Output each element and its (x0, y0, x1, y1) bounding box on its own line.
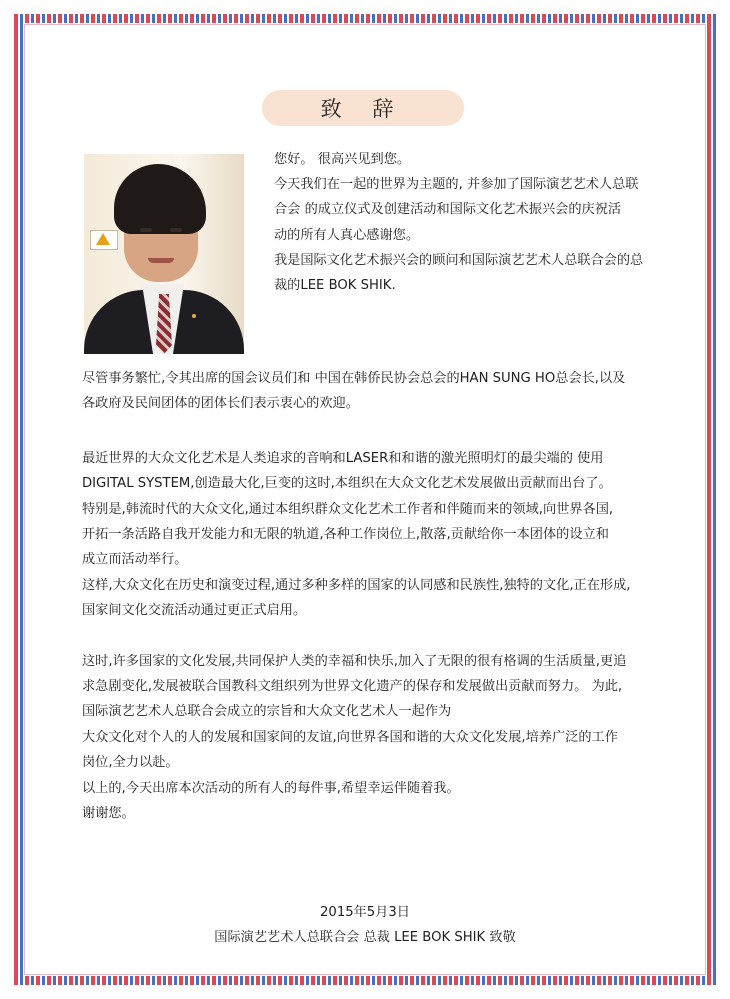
signature-block (0, 900, 730, 950)
text-line: 这样,大众文化在历史和演变过程,通过多种多样的国家的认同感和民族性,独特的文化,正在形成, (82, 577, 631, 593)
text-line: 谢谢您。 (82, 806, 135, 822)
text-line: 开拓一条活路自我开发能力和无限的轨道,各种工作岗位上,散落,贡献给你一本团体的设立和 (82, 527, 609, 543)
text-line: 合会 的成立仪式及创建活动和国际文化艺术振兴会的庆祝活 (274, 202, 622, 218)
portrait-photo (84, 154, 244, 354)
text-line: 求急剧变化,发展被联合国教科文组织列为世界文化遗产的保存和发展做出贡献而努力。 为此, (82, 679, 623, 695)
letter-body (82, 366, 694, 827)
text-line: 动的所有人真心感谢您。 (274, 227, 420, 243)
text-line: 您好。 很高兴见到您。 (274, 152, 411, 167)
text-line: 国际演艺艺术人总联合会成立的宗旨和大众文化艺术人一起作为 (82, 704, 452, 720)
date-line: 2015年5月3日 (320, 905, 410, 920)
text-line: 大众文化对个人的人的发展和国家间的友谊,向世界各国和谐的大众文化发展,培养广泛的工作 (82, 729, 618, 745)
warning-sign-icon (90, 230, 118, 250)
text-line: 各政府及民间团体的团体长们表示衷心的欢迎。 (82, 396, 359, 412)
text-line: 尽管事务繁忙,令其出席的国会议员们和 中国在韩侨民协会总会的HAN SUNG HO总会长,以及 (82, 371, 626, 386)
text-line: 成立而活动举行。 (82, 552, 188, 568)
signature-line: 国际演艺艺术人总联合会 总裁 LEE BOK SHIK 致敬 (214, 930, 516, 945)
text-line: 最近世界的大众文化艺术是人类追求的音响和LASER和和谐的激光照明灯的最尖端的 使用 (82, 450, 604, 466)
text-line: 以上的,今天出席本次活动的所有人的每件事,希望幸运伴随着我。 (82, 780, 460, 796)
text-line: 这时,许多国家的文化发展,共同保护人类的幸福和快乐,加入了无限的很有格调的生活质量,更追 (82, 653, 627, 669)
text-line: 我是国际文化艺术振兴会的顾问和国际演艺艺术人总联合会的总 (274, 252, 644, 268)
text-line: 特别是,韩流时代的大众文化,通过本组织群众文化艺术工作者和伴随而来的领域,向世界各国, (82, 501, 614, 517)
text-line: 今天我们在一起的世界为主题的, 并参加了国际演艺艺术人总联 (274, 177, 639, 193)
intro-paragraph (274, 147, 688, 298)
text-line: 裁的LEE BOK SHIK. (274, 278, 396, 294)
document-title: 致 辞 (262, 90, 464, 126)
text-line: 国家间文化交流活动通过更正式启用。 (82, 603, 307, 619)
text-line: DIGITAL SYSTEM,创造最大化,巨变的这时,本组织在大众文化艺术发展做出贡献而出台了。 (82, 476, 612, 492)
text-line: 岗位,全力以赴。 (82, 755, 179, 771)
